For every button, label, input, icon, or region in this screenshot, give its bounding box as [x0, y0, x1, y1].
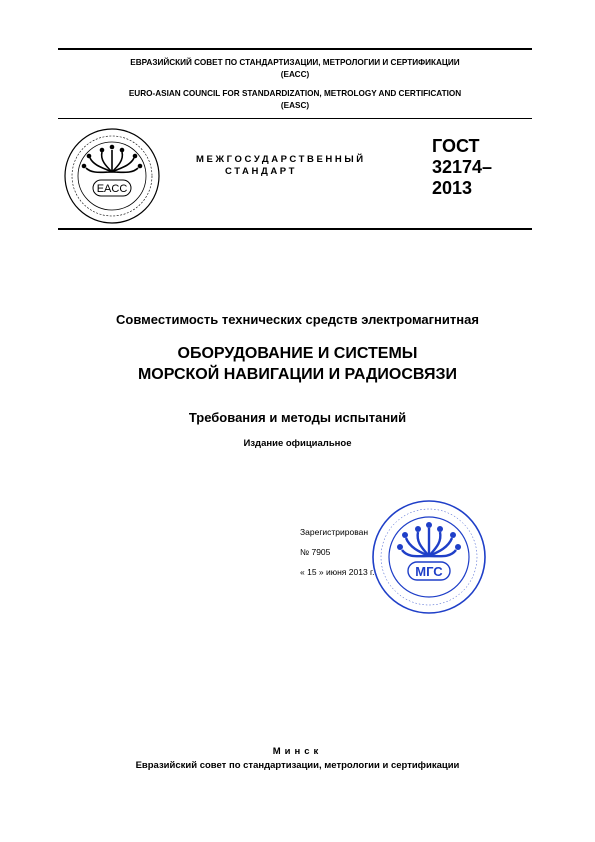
standard-number	[432, 136, 492, 199]
mgs-stamp-icon	[370, 498, 488, 616]
header-bottom-rule	[58, 228, 532, 230]
council-abbr-ru: (ЕАСС)	[280, 70, 310, 79]
standard-number-line3: 2013	[432, 178, 473, 198]
standard-type-line2: СТАНДАРТ	[225, 166, 297, 177]
footer-publisher: Евразийский совет по стандартизации, метрологии и сертификации	[135, 760, 460, 771]
top-rule	[58, 48, 532, 50]
header-rule	[58, 118, 532, 119]
main-title-line1: ОБОРУДОВАНИЕ И СИСТЕМЫ	[177, 345, 418, 362]
registration-date: « 15 » июня 2013 г.	[300, 567, 375, 577]
subtitle: Совместимость технических средств электромагнитная	[116, 312, 479, 327]
edition-label: Издание официальное	[243, 438, 352, 449]
easc-emblem-icon	[62, 126, 162, 226]
mgs-stamp	[370, 498, 488, 616]
easc-logo	[62, 126, 162, 226]
svg-text:МГС: МГС	[415, 564, 443, 579]
svg-text:EACC: EACC	[96, 183, 128, 195]
main-title-line2: МОРСКОЙ НАВИГАЦИИ И РАДИОСВЯЗИ	[137, 366, 458, 383]
council-abbr-en: (EASC)	[280, 101, 310, 110]
standard-type-line1: МЕЖГОСУДАРСТВЕННЫЙ	[196, 154, 366, 165]
standard-number-line2: 32174–	[432, 157, 493, 177]
footer-city: Минск	[272, 746, 323, 757]
registration-number: № 7905	[300, 547, 331, 557]
standard-number-line1: ГОСТ	[432, 136, 480, 156]
part-title: Требования и методы испытаний	[188, 410, 407, 425]
council-name-ru: ЕВРАЗИЙСКИЙ СОВЕТ ПО СТАНДАРТИЗАЦИИ, МЕТРОЛОГИИ И СЕРТИФИКАЦИИ	[130, 58, 460, 67]
registration-label: Зарегистрирован	[300, 527, 369, 537]
council-name-en: EURO-ASIAN COUNCIL FOR STANDARDIZATION, METROLOGY AND CERTIFICATION	[128, 89, 462, 98]
